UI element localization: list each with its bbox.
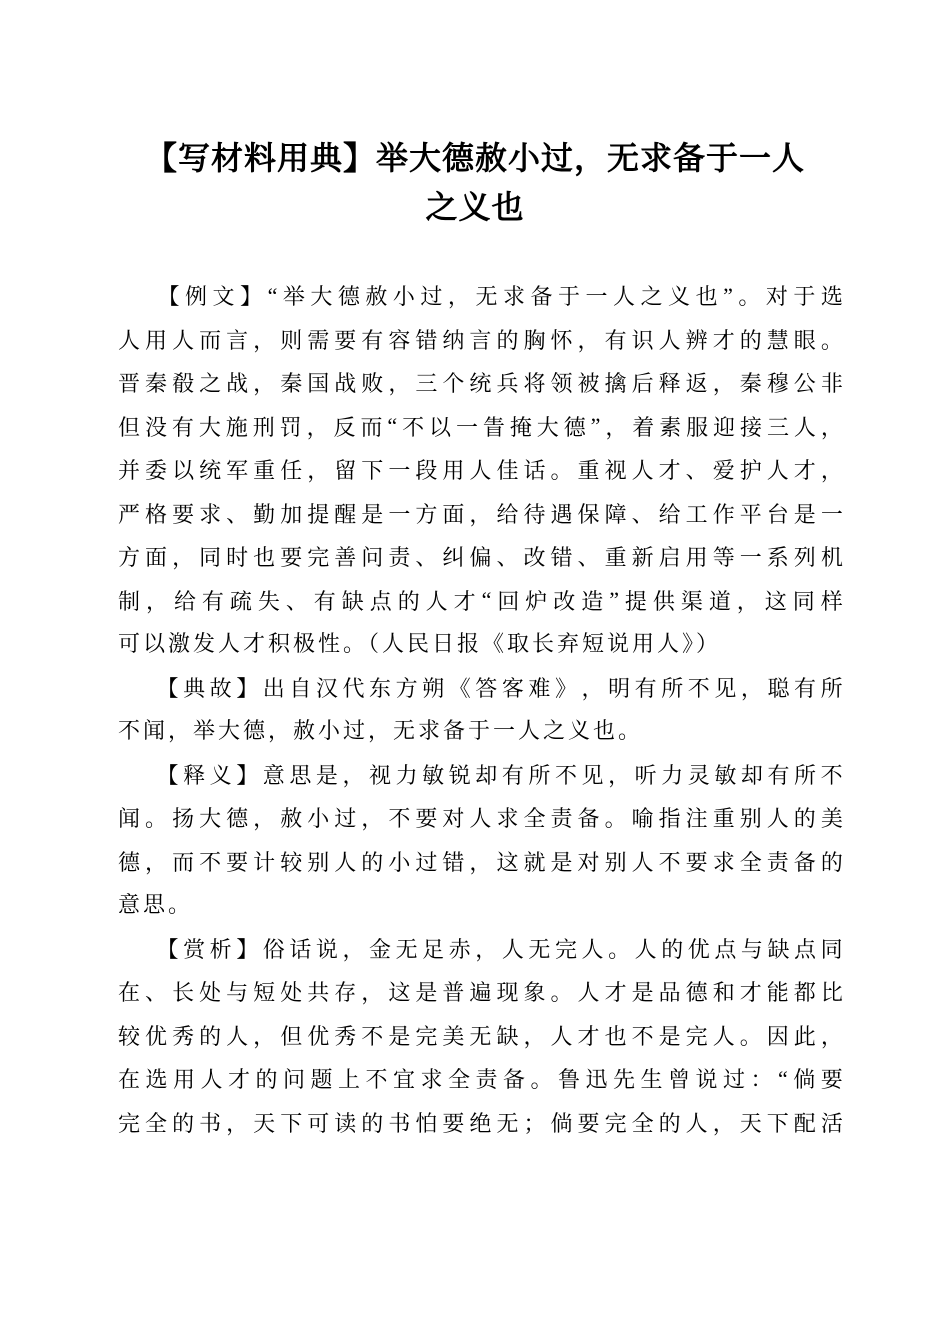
text-line: 【 例 文 】 “ 举 大 德 赦 小 过 ， 无 求 备 于 一 人 之 义 也 ” 。 对 于 选 [157,282,843,310]
text-line: 【 典 故 】 出 自 汉 代 东 方 朔 《 答 客 难 》 ， 明 有 所 不 见 ， 聪 有 所 [156,675,843,701]
text-line: 可以激发人才积极性。（人民日报《取长弃短说用人》） [118,631,722,656]
paragraph-2 [118,666,843,753]
text-line: 较 优 秀 的 人 ， 但 优 秀 不 是 完 美 无 缺 ， 人 才 也 不 是 完 人 。 因 此 ， [118,1023,843,1049]
text-line: 在 、 长 处 与 短 处 共 存 ， 这 是 普 遍 现 象 。 人 才 是 品 德 和 才 能 都 比 [118,980,843,1006]
text-line: 方 面 ， 同 时 也 要 完 善 问 责 、 纠 偏 、 改 错 、 重 新 启 用 等 一 系 列 机 [118,545,843,571]
text-line: 人 用 人 而 言 ， 则 需 要 有 容 错 纳 言 的 胸 怀 ， 有 识 人 辨 才 的 慧 眼 。 [118,327,843,353]
text-line: 完 全 的 书 ， 天 下 可 读 的 书 怕 要 绝 无 ； 倘 要 完 全 的 人 ， 天 下 配 活 [118,1110,843,1136]
document-body [118,274,843,1144]
paragraph-4 [118,927,843,1145]
text-line: 意思。 [118,892,194,917]
text-line: 晋 秦 殽 之 战 ， 秦 国 战 败 ， 三 个 统 兵 将 领 被 擒 后 释 返 ， 秦 穆 公 非 [118,371,843,397]
document-title-line-2: 之义也 [425,189,525,225]
text-line: 在 选 用 人 才 的 问 题 上 不 宜 求 全 责 备 。 鲁 迅 先 生 曾 说 过 ： “ 倘 要 [118,1065,843,1093]
text-line: 不闻，举大德，赦小过，无求备于一人之义也。 [118,718,644,743]
text-line: 德 ， 而 不 要 计 较 别 人 的 小 过 错 ， 这 就 是 对 别 人 不 要 求 全 责 备 的 [118,849,843,875]
text-line: 严 格 要 求 、 勤 加 提 醒 是 一 方 面 ， 给 待 遇 保 障 、 给 工 作 平 台 是 一 [118,501,843,527]
document-title-line-1: 【写材料用典】举大德赦小过，无求备于一人 [144,140,805,176]
text-line: 并 委 以 统 军 重 任 ， 留 下 一 段 用 人 佳 话 。 重 视 人 才 、 爱 护 人 才 ， [118,458,843,484]
document-title [0,0,950,232]
paragraph-1 [118,274,843,666]
text-line: 但 没 有 大 施 刑 罚 ， 反 而 “ 不 以 一 眚 掩 大 德 ” ， 着 素 服 迎 接 三 人 ， [118,413,843,440]
text-line: 闻 。 扬 大 德 ， 赦 小 过 ， 不 要 对 人 求 全 责 备 。 喻 指 注 重 别 人 的 美 [118,806,843,832]
text-line: 【 赏 析 】 俗 话 说 ， 金 无 足 赤 ， 人 无 完 人 。 人 的 优 点 与 缺 点 同 [156,936,843,962]
text-line: 【 释 义 】 意 思 是 ， 视 力 敏 锐 却 有 所 不 见 ， 听 力 灵 敏 却 有 所 不 [156,762,843,788]
paragraph-3 [118,753,843,927]
text-line: 制 ， 给 有 疏 失 、 有 缺 点 的 人 才 “ 回 炉 改 造 ” 提 供 渠 道 ， 这 同 样 [118,587,843,614]
